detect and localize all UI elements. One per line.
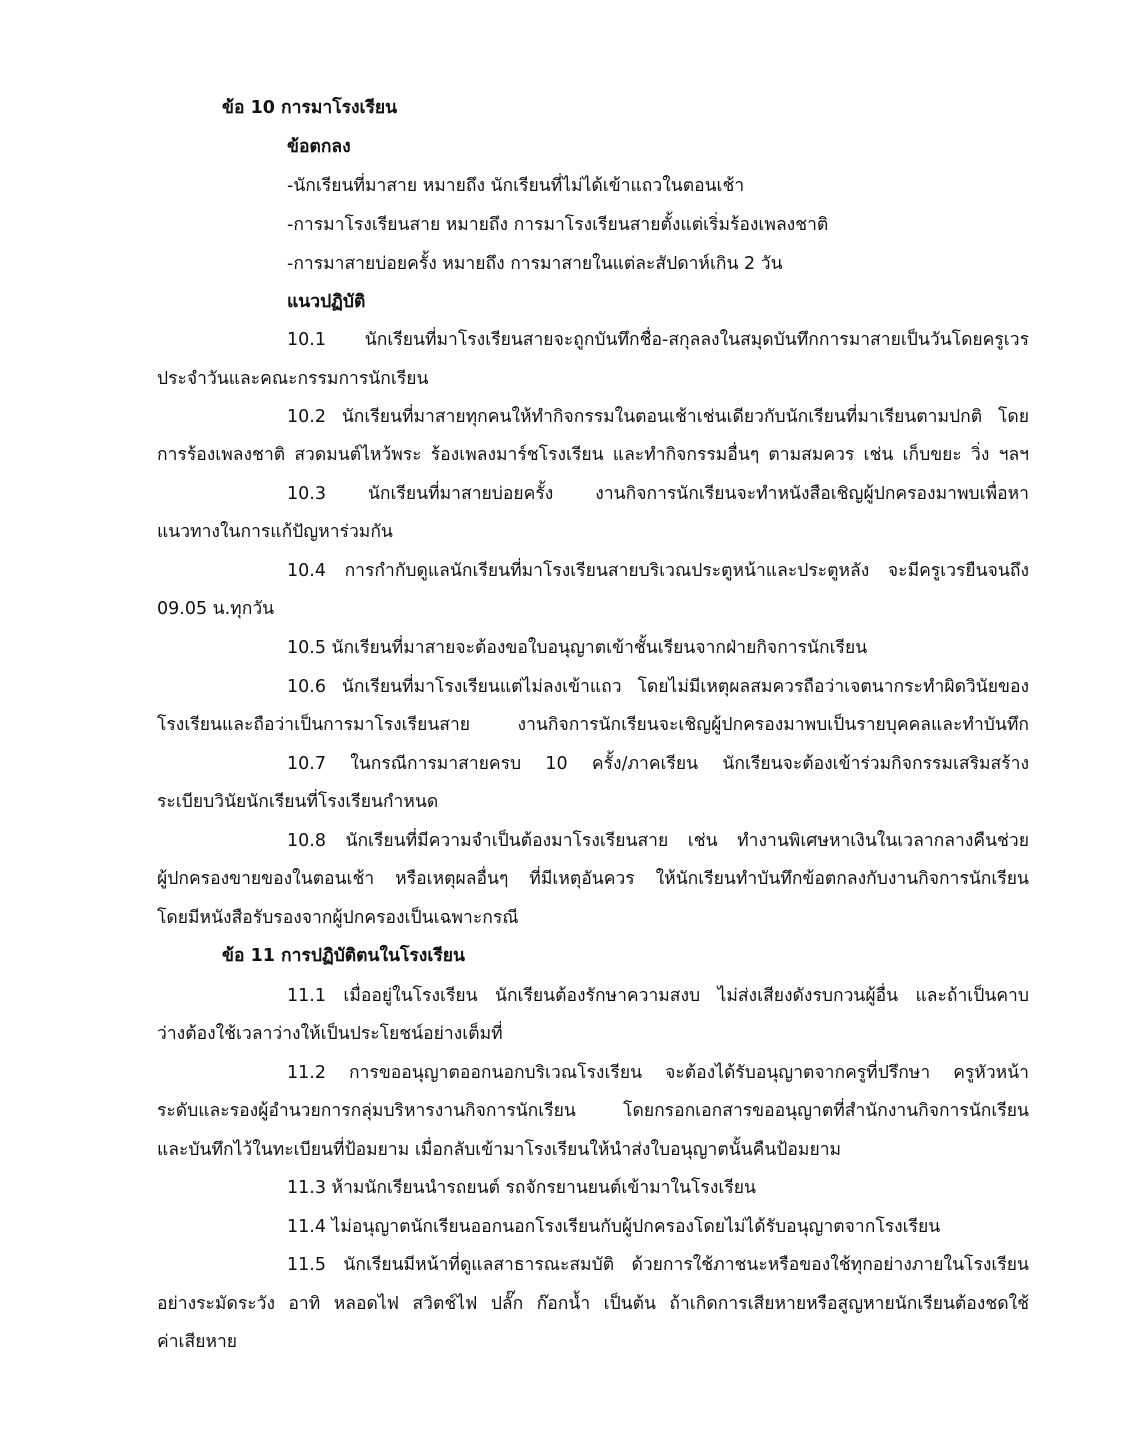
paragraph-text: 10.1 นักเรียนที่มาโรงเรียนสายจะถูกบันทึกชื่อ-สกุลลงในสมุดบันทึกการมาสายเป็นวันโดยครูเวร [287, 330, 1029, 350]
section-10-heading: ข้อ 10 การมาโรงเรียน [222, 98, 398, 118]
paragraph-text: 11.5 นักเรียนมีหน้าที่ดูแลสาธารณะสมบัติ ด้วยการใช้ภาชนะหรือของใช้ทุกอย่างภายในโรงเรียน [287, 1255, 1029, 1275]
paragraph-line: 09.05 น.ทุกวัน [157, 599, 275, 619]
paragraph-line [287, 675, 1029, 699]
paragraph-text: 10.7 ในกรณีการมาสายครบ 10 ครั้ง/ภาคเรียน นักเรียนจะต้องเข้าร่วมกิจกรรมเสริมสร้าง [287, 754, 1029, 774]
practice-heading: แนวปฏิบัติ [287, 292, 366, 312]
paragraph-text: 10.2 นักเรียนที่มาสายทุกคนให้ทำกิจกรรมในตอนเช้าเช่นเดียวกับนักเรียนที่มาเรียนตามปกติ โดย [287, 407, 1029, 427]
agreement-heading: ข้อตกลง [287, 137, 351, 157]
paragraph-line: ระเบียบวินัยนักเรียนที่โรงเรียนกำหนด [157, 792, 439, 812]
paragraph-line [287, 1253, 1029, 1277]
agreement-item: -นักเรียนที่มาสาย หมายถึง นักเรียนที่ไม่ได้เข้าแถวในตอนเช้า [287, 176, 745, 196]
paragraph-text: 11.2 การขออนุญาตออกนอกบริเวณโรงเรียน จะต้องได้รับอนุญาตจากครูที่ปรึกษา ครูหัวหน้า [287, 1063, 1029, 1083]
paragraph-line [287, 829, 1029, 853]
paragraph-line [287, 752, 1029, 776]
paragraph-line: ค่าเสียหาย [157, 1332, 238, 1352]
paragraph-line: ระดับและรองผู้อำนวยการกลุ่มบริหารงานกิจการนักเรียน โดยกรอกเอกสารขออนุญาตที่สำนักงานกิจการนักเรียน [157, 1101, 1029, 1121]
paragraph-text: 11.1 เมื่ออยู่ในโรงเรียน นักเรียนต้องรักษาความสงบ ไม่ส่งเสียงดังรบกวนผู้อื่น และถ้าเป็นคาบ [287, 986, 1029, 1006]
paragraph-line [287, 1061, 1029, 1085]
paragraph-text: 10.3 นักเรียนที่มาสายบ่อยครั้ง งานกิจการนักเรียนจะทำหนังสือเชิญผู้ปกครองมาพบเพื่อหา [287, 484, 1029, 504]
paragraph-line: ว่างต้องใช้เวลาว่างให้เป็นประโยชน์อย่างเต็มที่ [157, 1024, 503, 1044]
paragraph-line [287, 405, 1029, 429]
paragraph-line: ประจำวันและคณะกรรมการนักเรียน [157, 369, 429, 389]
paragraph-line: 10.5 นักเรียนที่มาสายจะต้องขอใบอนุญาตเข้าชั้นเรียนจากฝ่ายกิจการนักเรียน [287, 638, 868, 658]
paragraph-line: 11.3 ห้ามนักเรียนนำรถยนต์ รถจักรยานยนต์เข้ามาในโรงเรียน [287, 1178, 756, 1198]
paragraph-line: 11.4 ไม่อนุญาตนักเรียนออกนอกโรงเรียนกับผู้ปกครองโดยไม่ได้รับอนุญาตจากโรงเรียน [287, 1217, 941, 1237]
paragraph-line: การร้องเพลงชาติ สวดมนต์ไหว้พระ ร้องเพลงมาร์ชโรงเรียน และทำกิจกรรมอื่นๆ ตามสมควร เช่น เก็บขยะ วิ่ง ฯลฯ [157, 445, 1029, 465]
paragraph-text: 10.8 นักเรียนที่มีความจำเป็นต้องมาโรงเรียนสาย เช่น ทำงานพิเศษหาเงินในเวลากลางคืนช่วย [287, 831, 1029, 851]
section-11-heading: ข้อ 11 การปฏิบัติตนในโรงเรียน [222, 946, 465, 966]
paragraph-line: และบันทึกไว้ในทะเบียนที่ป้อมยาม เมื่อกลับเข้ามาโรงเรียนให้นำส่งใบอนุญาตนั้นคืนป้อมยาม [157, 1140, 842, 1160]
paragraph-line: อย่างระมัดระวัง อาทิ หลอดไฟ สวิตช์ไฟ ปลั๊ก ก๊อกน้ำ เป็นต้น ถ้าเกิดการเสียหายหรือสูญหายนักเรียนต้องชดใช้ [157, 1294, 1029, 1314]
paragraph-line [287, 984, 1029, 1008]
paragraph-line: แนวทางในการแก้ปัญหาร่วมกัน [157, 522, 393, 542]
agreement-item: -การมาสายบ่อยครั้ง หมายถึง การมาสายในแต่ละสัปดาห์เกิน 2 วัน [287, 254, 783, 274]
paragraph-line [287, 482, 1029, 506]
paragraph-line [287, 328, 1029, 352]
paragraph-text: 10.6 นักเรียนที่มาโรงเรียนแต่ไม่ลงเข้าแถว โดยไม่มีเหตุผลสมควรถือว่าเจตนากระทำผิดวินัยของ [287, 677, 1029, 697]
agreement-item: -การมาโรงเรียนสาย หมายถึง การมาโรงเรียนสายตั้งแต่เริ่มร้องเพลงชาติ [287, 215, 829, 235]
paragraph-line: โรงเรียนและถือว่าเป็นการมาโรงเรียนสาย งานกิจการนักเรียนจะเชิญผู้ปกครองมาพบเป็นรายบุคคลและทำบันทึก [157, 715, 1029, 735]
paragraph-text: 10.4 การกำกับดูแลนักเรียนที่มาโรงเรียนสายบริเวณประตูหน้าและประตูหลัง จะมีครูเวรยืนจนถึง [287, 561, 1029, 581]
paragraph-line [287, 559, 1029, 583]
paragraph-line: โดยมีหนังสือรับรองจากผู้ปกครองเป็นเฉพาะกรณี [157, 908, 519, 928]
paragraph-line: ผู้ปกครองขายของในตอนเช้า หรือเหตุผลอื่นๆ ที่มีเหตุอันควร ให้นักเรียนทำบันทึกข้อตกลงกับงานกิจการนักเรียน [157, 869, 1029, 889]
